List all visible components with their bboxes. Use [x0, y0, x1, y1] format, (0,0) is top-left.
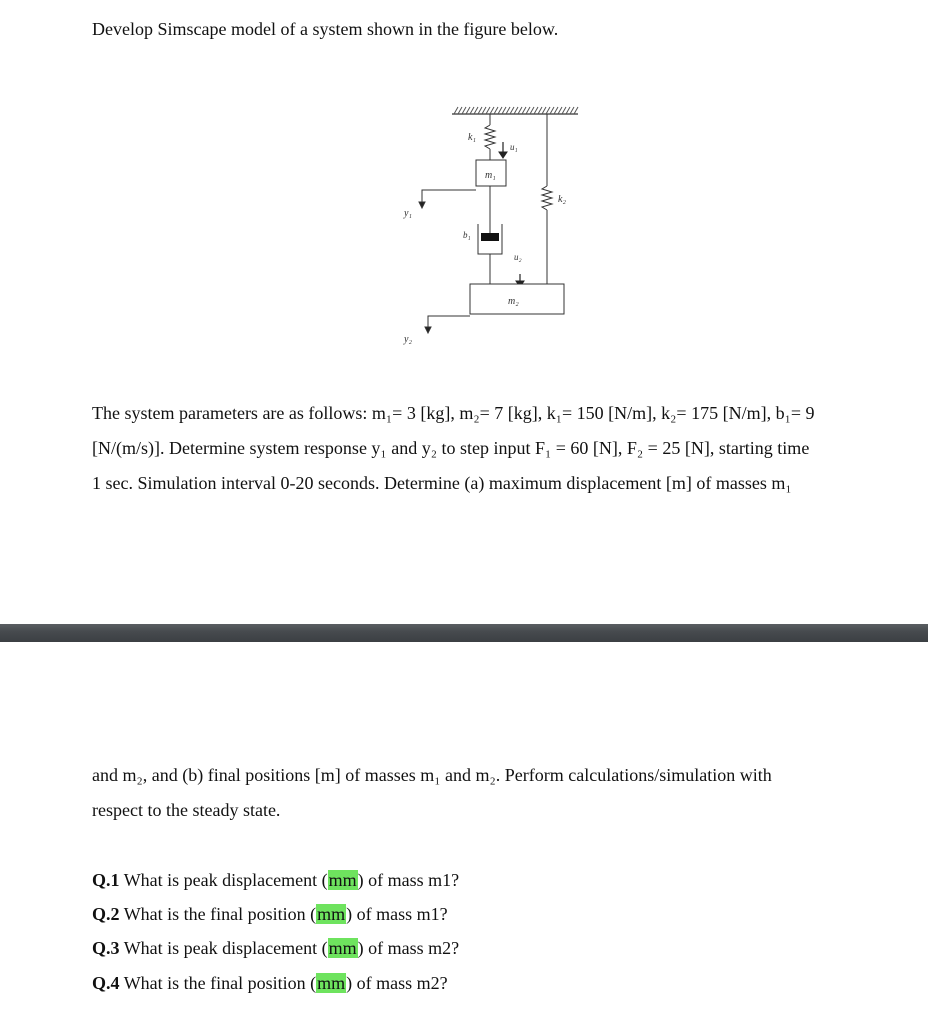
question-text: What is the final position ( — [119, 904, 317, 924]
hatch-mark — [526, 107, 530, 114]
unit-highlight: mm — [317, 904, 346, 924]
question-label: Q.1 — [92, 870, 120, 890]
hatch-mark — [454, 107, 458, 114]
hatch-mark — [462, 107, 466, 114]
question-text: What is peak displacement ( — [119, 870, 328, 890]
question-label: Q.2 — [92, 904, 120, 924]
ceiling — [452, 107, 578, 114]
label-u2: u₂ — [514, 252, 522, 262]
question-text: ) of mass m2? — [346, 973, 448, 993]
damper-b1 — [478, 186, 502, 290]
hatch-mark — [570, 107, 574, 114]
hatch-mark — [502, 107, 506, 114]
question-text: What is peak displacement ( — [119, 938, 328, 958]
label-m2: m₂ — [508, 296, 519, 307]
question-label: Q.4 — [92, 973, 120, 993]
paragraph-line: and m₂, and (b) final positions [m] of masses m₁ and m₂. Perform calculations/simulation with — [92, 765, 772, 785]
hatch-mark — [558, 107, 562, 114]
hatch-mark — [566, 107, 570, 114]
unit-highlight: mm — [328, 870, 357, 890]
hatch-mark — [546, 107, 550, 114]
paragraph-line: [N/(m/s)]. Determine system response y₁ and y₂ to step input F₁ = 60 [N], F₂ = 25 [N], starting time — [92, 438, 810, 458]
hatch-mark — [510, 107, 514, 114]
hatch-mark — [522, 107, 526, 114]
hatch-mark — [498, 107, 502, 114]
hatch-mark — [574, 107, 578, 114]
hatch-mark — [486, 107, 490, 114]
mass-spring-damper-figure — [380, 90, 610, 360]
question-text: ) of mass m1? — [357, 870, 460, 890]
unit-highlight: mm — [328, 938, 357, 958]
y1-reference — [419, 190, 476, 208]
hatch-mark — [542, 107, 546, 114]
label-m1: m₁ — [485, 170, 496, 181]
hatch-mark — [554, 107, 558, 114]
hatch-mark — [518, 107, 522, 114]
hatch-mark — [458, 107, 462, 114]
label-y2: y₂ — [404, 334, 412, 345]
paragraph-line: The system parameters are as follows: m₁= 3 [kg], m₂= 7 [kg], k₁= 150 [N/m], k₂= 175 [N/m], b₁= 9 — [92, 403, 815, 423]
hatch-mark — [514, 107, 518, 114]
hatch-mark — [482, 107, 486, 114]
hatch-mark — [478, 107, 482, 114]
question-label: Q.3 — [92, 938, 120, 958]
hatch-mark — [494, 107, 498, 114]
label-k1: k₁ — [468, 132, 476, 143]
question-1 — [92, 870, 459, 890]
hatch-mark — [474, 107, 478, 114]
document-page-2 — [0, 642, 928, 1024]
hatch-mark — [490, 107, 494, 114]
question-text: ) of mass m2? — [357, 938, 460, 958]
spring-k2 — [542, 114, 552, 284]
hatch-mark — [466, 107, 470, 114]
question-3 — [92, 938, 459, 958]
hatch-mark — [562, 107, 566, 114]
question-text: What is the final position ( — [119, 973, 317, 993]
hatch-mark — [530, 107, 534, 114]
heading-text: Develop Simscape model of a system shown in the figure below. — [92, 19, 559, 39]
question-4 — [92, 973, 448, 993]
hatch-mark — [550, 107, 554, 114]
arrow-u1 — [499, 142, 507, 158]
unit-highlight: mm — [317, 973, 346, 993]
question-text: ) of mass m1? — [346, 904, 448, 924]
hatch-mark — [470, 107, 474, 114]
label-b1: b₁ — [463, 230, 471, 240]
paragraph-line: 1 sec. Simulation interval 0-20 seconds. Determine (a) maximum displacement [m] of masses m₁ — [92, 473, 792, 493]
y2-reference — [425, 316, 470, 333]
label-k2: k₂ — [558, 194, 566, 205]
question-2 — [92, 904, 448, 924]
paragraph-line: respect to the steady state. — [92, 800, 281, 820]
spring-k1 — [485, 114, 495, 160]
page-separator — [0, 624, 928, 642]
hatch-mark — [534, 107, 538, 114]
hatch-mark — [538, 107, 542, 114]
hatch-mark — [506, 107, 510, 114]
label-u1: u₁ — [510, 142, 518, 152]
label-y1: y₁ — [404, 208, 412, 219]
